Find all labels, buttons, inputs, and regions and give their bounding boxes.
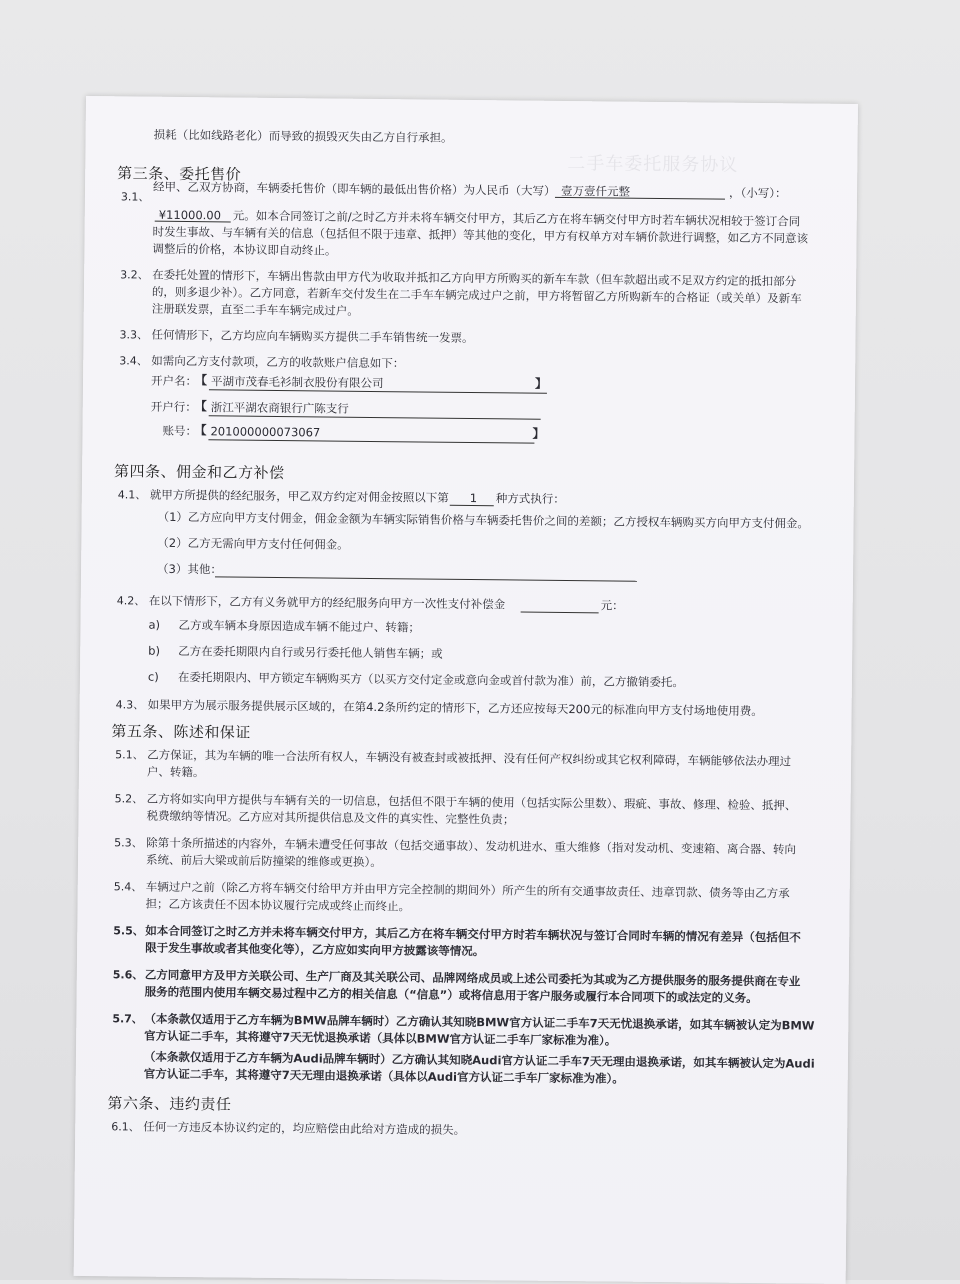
account-number-label: 账号： [162,423,198,439]
clause-4-3-line1: 如果甲方为展示服务提供展示区域的，在第4.2条所约定的情形下，乙方还应按每天200元的标准向甲方支付场地使用费。 [147,697,763,719]
clause-5-4-line1: 车辆过户之前（除乙方将车辆交付给甲方并由甲方完全控制的期间外）所产生的所有交通事故责任、违章罚款、债务等由乙方承 [145,879,790,901]
clause-3-3-number: 3.3、 [119,328,149,342]
clause-5-1-line1: 乙方保证，其为车辆的唯一合法所有权人，车辆没有被查封或被抵押、没有任何产权纠纷或其它权利障碍，车辆能够依法办理过 [147,747,792,769]
clause-5-7-number: 5.7、 [112,1012,143,1026]
clause-5-2-line1: 乙方将如实向甲方提供与车辆有关的一切信息，包括但不限于车辆的使用（包括实际公里数）、瑕疵、事故、修理、检验、抵押、 [146,791,797,813]
account-name-value: 平湖市茂春毛衫制衣股份有限公司 [210,374,384,391]
clause-6-1-line1: 任何一方违反本协议约定的，均应赔偿由此给对方造成的损失。 [143,1119,466,1137]
clause-5-3-line1: 除第十条所描述的内容外，车辆未遭受任何事故（包括交通事故）、发动机进水、重大维修（指对发动机、变速箱、离合器、转向 [146,835,796,857]
clause-5-7-line4: 官方认证二手车，其将遵守7天无理由退换承诺（具体以Audi官方认证二手车厂家标准为准）。 [143,1066,624,1086]
clause-3-1-line3: 时发生事故、与车辆有关的信息（包括但不限于违章、抵押）等其他的变化，甲方有权单方对车辆价款进行调整，如乙方不同意该 [152,224,809,246]
account-name-label: 开户名： [150,373,198,389]
clause-5-4-number: 5.4、 [113,880,143,894]
clause-4-2-c-label: c) [147,669,159,684]
section-4-title: 第四条、佣金和乙方补偿 [113,462,285,483]
clause-4-2-b-text: 乙方在委托期限内自行或另行委托他人销售车辆；或 [178,643,443,661]
commission-option-2: （2）乙方无需向甲方支付任何佣金。 [157,535,349,552]
clause-4-2-a-label: a) [148,617,161,632]
clause-5-5-line2: 限于发生事故或者其他变化等），乙方应如实向甲方披露该等情况。 [145,940,485,959]
clause-5-5-line1: 如本合同签订之时乙方并未将车辆交付甲方，其后乙方在将车辆交付甲方时若车辆状况与签订合同时车辆的情况有差异（包括但不 [145,923,801,945]
account-bank-label: 开户行： [150,399,197,415]
commission-option-1: （1）乙方应向甲方支付佣金，佣金金额为车辆实际销售价格与车辆委托售价之间的差额；乙方授权车辆购买方向甲方支付佣金。 [157,509,809,531]
carryover-line: 损耗（比如线路老化）而导致的损毁灭失由乙方自行承担。 [153,127,453,145]
amount-in-words: 壹万壹仟元整 [560,183,631,199]
account-name-bracket-close: 】 [534,376,548,391]
clause-4-2-c-text: 在委托期限内、甲方锁定车辆购买方（以买方交付定金或意向金或首付款为准）前，乙方撤销委托。 [177,669,684,690]
clause-5-2-number: 5.2、 [114,792,144,806]
commission-option-3: （3）其他： [157,561,222,577]
clause-3-1-line1: 经甲、乙双方协商，车辆委托售价（即车辆的最低出售价格）为人民币（大写） [153,179,556,198]
clause-5-4-line2: 担；乙方该责任不因本协议履行完成或终止而终止。 [145,896,411,914]
account-number-underline [208,439,534,443]
clause-3-2-line3: 注册联发票，直至二手车车辆完成过户。 [151,301,359,318]
commission-method-underline [450,505,494,506]
clause-3-1-number: 3.1、 [120,190,150,204]
clause-5-6-number: 5.6、 [112,968,144,982]
account-number-value: 201000000073067 [210,424,321,440]
clause-4-2-b-label: b) [148,643,161,658]
clause-4-1-number: 4.1、 [117,488,147,502]
clause-5-3-line2: 系统、前后大梁或前后防撞梁的维修或更换）。 [145,852,382,870]
clause-3-3-line1: 任何情形下，乙方均应向车辆购买方提供二手车销售统一发票。 [151,327,474,346]
commission-option-3-underline [215,576,637,581]
clause-4-1-line1: 就甲方所提供的经纪服务，甲乙双方约定对佣金按照以下第 [149,487,449,505]
account-bank-underline [209,415,541,419]
clause-3-2-number: 3.2、 [120,268,149,282]
clause-5-7-line1: （本条款仅适用于乙方车辆为BMW品牌车辆时）乙方确认其知晓BMW官方认证二手车7天无忧退换承诺，如其车辆被认定为BMW [144,1011,815,1033]
clause-5-3-number: 5.3、 [114,836,143,850]
clause-5-1-number: 5.1、 [115,748,144,762]
clause-5-7-line3: （本条款仅适用于乙方车辆为Audi品牌车辆时）乙方确认其知晓Audi官方认证二手车7天无理由退换承诺，如其车辆被认定为Audi [143,1049,815,1071]
clause-3-2-line1: 在委托处置的情形下，车辆出售款由甲方代为收取并抵扣乙方向甲方所购买的新车车款（但车款超出或不足双方约定的抵扣部分 [152,267,797,289]
account-bank-bracket-open: 【 [194,399,207,414]
clause-5-5-number: 5.5、 [113,924,144,938]
clause-4-2-line1: 在以下情形下，乙方有义务就甲方的经纪服务向甲方一次性支付补偿金 [148,593,506,612]
bleed-through-title: 二手车委托服务协议 [567,153,739,176]
clause-5-2-line2: 税费缴纳等情况。乙方应对其所提供信息及文件的真实性、完整性负责； [146,808,515,827]
clause-4-2-line1-end: 元： [600,598,624,613]
clause-3-4-number: 3.4、 [119,354,148,368]
clause-4-2-number: 4.2、 [116,594,146,608]
amount-in-figures: ¥11000.00 [158,207,222,223]
clause-3-4-line1: 如需向乙方支付款项，乙方的收款账户信息如下： [151,353,405,371]
clause-3-1-line4: 调整后的价格，本协议即自动终止。 [152,241,337,258]
account-number-bracket-open: 【 [194,423,207,438]
section-3-title: 第三条、委托售价 [117,164,242,184]
clause-5-6-line1: 乙方同意甲方及甲方关联公司、生产厂商及其关联公司、品牌网络成员或上述公司委托为其或为乙方提供服务的服务提供商在专业 [144,967,801,989]
clause-5-6-line2: 服务的范围内使用车辆交易过程中乙方的相关信息（“信息”）或将信息用于客户服务或履行本合同项下的或法定的义务。 [144,984,758,1006]
section-6-title: 第六条、违约责任 [107,1094,232,1114]
clause-4-2-a-text: 乙方或车辆本身原因造成车辆不能过户、转籍； [178,617,421,635]
clause-5-7-line2: 官方认证二手车，其将遵守7天无忧退换承诺（具体以BMW官方认证二手车厂家标准为准）。 [144,1028,617,1048]
document-page [74,96,858,1284]
commission-method-choice: 1 [469,490,478,506]
account-bank-value: 浙江平湖农商银行广陈支行 [210,400,349,416]
section-5-title: 第五条、陈述和保证 [111,722,251,742]
clause-4-1-line1-end: 种方式执行： [495,491,565,506]
clause-6-1-number: 6.1、 [111,1120,140,1134]
compensation-amount-underline [521,612,599,614]
account-name-bracket-open: 【 [194,373,208,388]
amount-small-label: ，（小写）： [728,185,787,201]
account-number-bracket-close: 】 [532,426,545,441]
clause-4-3-number: 4.3、 [115,698,145,712]
clause-3-1-line2: 元。如本合同签订之前/之时乙方并未将车辆交付甲方，其后乙方在将车辆交付甲方时若车辆状况相较于签订合同 [232,208,801,229]
clause-5-1-line2: 户、转籍。 [146,764,205,780]
clause-3-2-line2: 的，则多退少补）。乙方同意，若新车交付发生在二手车车辆完成过户之前，甲方将暂留乙方所购新车的合格证（或关单）及新车 [151,284,802,306]
